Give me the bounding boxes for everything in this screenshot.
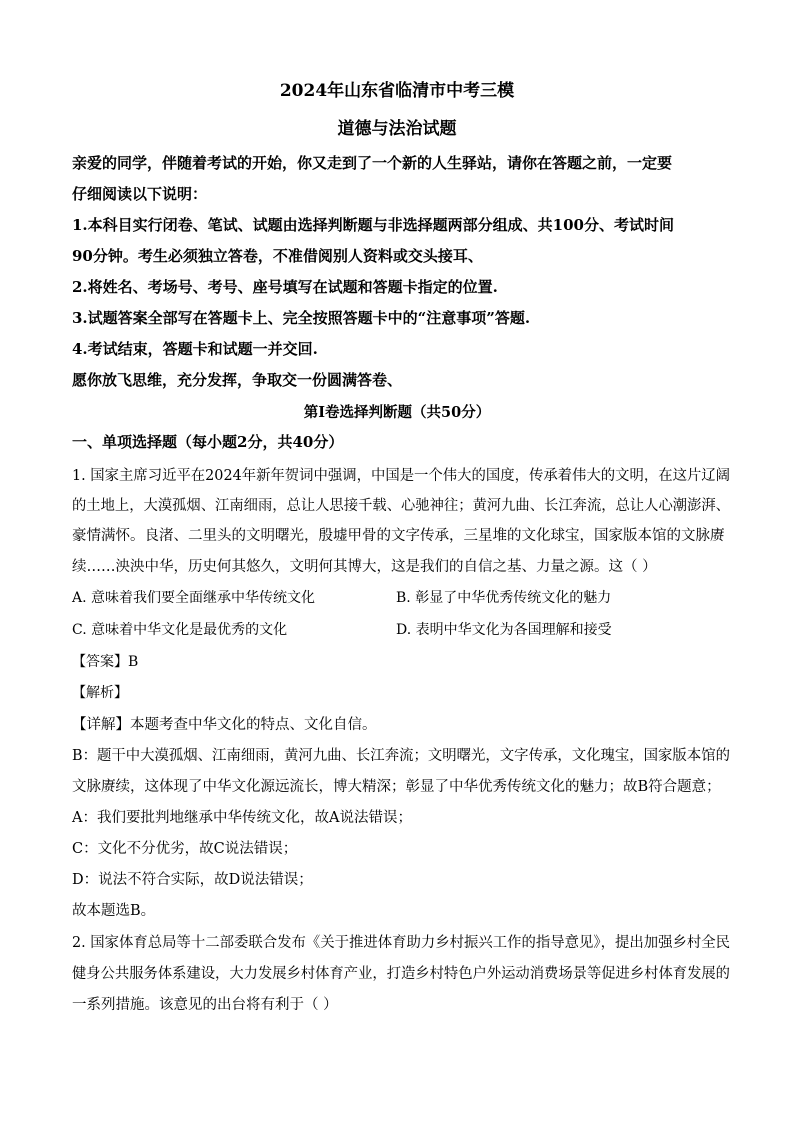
explanation-a: A：我们要批判地继承中华传统文化，故A说法错误； [72, 810, 412, 826]
question-1-line-1: 1. 国家主席习近平在2024年新年贺词中强调，中国是一个伟大的国度，传承着伟大的文明，在这片辽阔 [72, 468, 731, 484]
question-2-line-3: 一系列措施。该意见的出台将有利于（ ） [72, 997, 338, 1013]
exam-subtitle: 道德与法治试题 [337, 119, 457, 139]
intro-line-2: 仔细阅读以下说明： [72, 185, 208, 203]
question-1-line-4: 续……泱泱中华，历史何其悠久，文明何其博大，这是我们的自信之基、力量之源。这（ ） [72, 559, 657, 575]
question-1-option-d: D. 表明中华文化为各国理解和接受 [396, 622, 612, 638]
instruction-2: 2.将姓名、考场号、考号、座号填写在试题和答题卡指定的位置. [72, 278, 498, 296]
instruction-1a: 1.本科目实行闭卷、笔试、试题由选择判断题与非选择题两部分组成、共100分、考试时间 [72, 216, 674, 234]
detail-line: 【详解】本题考查中华文化的特点、文化自信。 [72, 717, 377, 733]
question-2-line-2: 健身公共服务体系建设，大力发展乡村体育产业，打造乡村特色户外运动消费场景等促进乡村体育发展的 [72, 966, 730, 982]
wish-line: 愿你放飞思维，充分发挥，争取交一份圆满答卷、 [72, 371, 403, 389]
question-1-line-3: 豪情满怀。良渚、二里头的文明曙光，殷墟甲骨的文字传承，三星堆的文化球宝，国家版本馆的文脉赓 [72, 528, 725, 544]
explanation-d: D：说法不符合实际，故D说法错误； [72, 872, 313, 888]
answer-tag: 【答案】B [72, 654, 139, 670]
instruction-3: 3.试题答案全部写在答题卡上、完全按照答题卡中的“注意事项”答题. [72, 309, 531, 327]
question-1-line-2: 的土地上，大漠孤烟、江南细雨，总让人思接千载、心驰神往；黄河九曲、长江奔流，总让人心潮澎湃、 [72, 498, 730, 514]
part-one-heading: 第Ⅰ卷选择判断题（共50分） [303, 404, 491, 421]
question-1-option-a: A. 意味着我们要全面继承中华传统文化 [72, 590, 316, 606]
question-2-line-1: 2. 国家体育总局等十二部委联合发布《关于推进体育助力乡村振兴工作的指导意见》，提出加强乡村全民 [72, 935, 730, 951]
intro-line-1: 亲爱的同学，伴随着考试的开始，你又走到了一个新的人生驿站，请你在答题之前，一定要 [72, 154, 673, 172]
exam-title: 2024年山东省临清市中考三模 [279, 81, 515, 101]
analysis-tag: 【解析】 [72, 685, 128, 701]
conclusion-line: 故本题选B。 [72, 903, 156, 919]
instruction-1b: 90分钟。考生必须独立答卷，不准借阅别人资料或交头接耳、 [72, 247, 483, 265]
explanation-c: C：文化不分优劣，故C说法错误； [72, 841, 298, 857]
section-heading: 一、单项选择题（每小题2分，共40分） [72, 433, 344, 451]
question-1-option-c: C. 意味着中华文化是最优秀的文化 [72, 622, 288, 638]
instruction-4: 4.考试结束，答题卡和试题一并交回. [72, 340, 318, 358]
explanation-b-line-2: 文脉赓续，这体现了中华文化源远流长，博大精深；彰显了中华优秀传统文化的魅力；故B符合题意； [72, 779, 721, 795]
question-1-option-b: B. 彰显了中华优秀传统文化的魅力 [396, 590, 612, 606]
explanation-b-line-1: B：题干中大漠孤烟、江南细雨，黄河九曲、长江奔流；文明曙光，文字传承，文化瑰宝，国家版本馆的 [72, 748, 730, 764]
